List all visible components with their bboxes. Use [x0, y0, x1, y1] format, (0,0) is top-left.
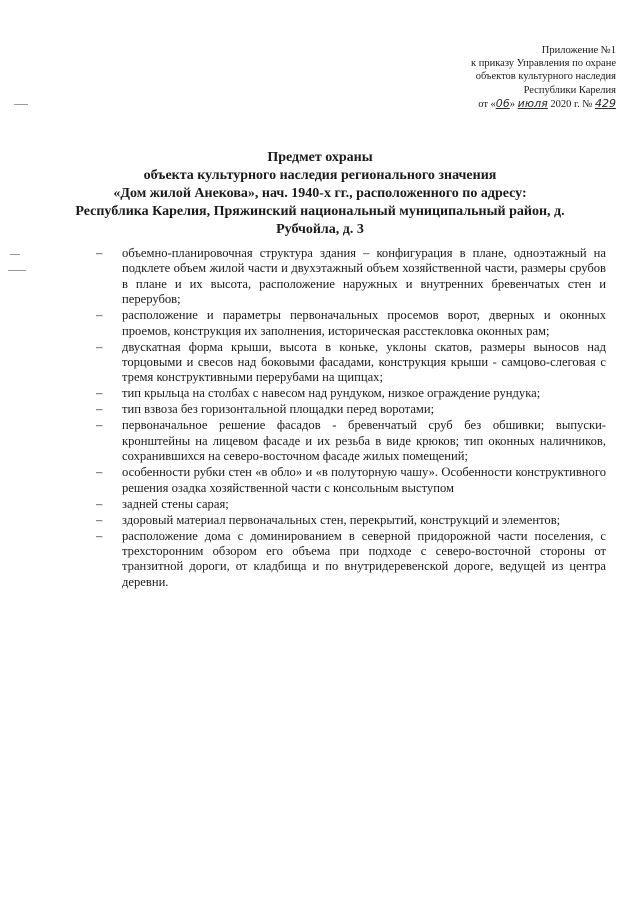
title-line-3: «Дом жилой Анекова», нач. 1940-х гг., расположенного по адресу: [113, 186, 527, 201]
list-item [96, 497, 606, 512]
handwritten-month: июля [517, 96, 548, 110]
title-line-4: Республика Карелия, Пряжинский национальный муниципальный район, д. [75, 204, 565, 219]
list-item-text: тип крыльца на столбах с навесом над рундуком, низкое ограждение рундука; [122, 386, 541, 401]
list-item-text: особенности рубки стен «в обло» и «в полуторную чашу». Особенности конструктивного решения озадка хозяйственной части с консольным выступом [122, 465, 606, 495]
list-item-text: объемно-планировочная структура здания – конфигурация в плане, одноэтажный на подклете объем жилой части и двухэтажный объем хозяйственной части, размеры срубов в плане и их высота, расположение наружных и внутренних бревенчатых стен и перерубов; [122, 246, 606, 307]
list-item [96, 402, 606, 417]
list-item-text: задней стены сарая; [122, 496, 229, 511]
handwritten-day: 06 [495, 96, 510, 110]
bullet-dash: – [96, 386, 103, 401]
list-item-text: тип взвоза без горизонтальной площадки перед воротами; [122, 402, 435, 417]
title-line-1: Предмет охраны [267, 150, 373, 165]
list-item [96, 340, 606, 386]
title-line-5: Рубчойла, д. 3 [276, 222, 364, 237]
list-item-text: расположение дома с доминированием в северной придорожной части поселения, с трехсторонним обзором его объема при подходе с северо-восточной стороны от транзитной дороги, от кладбища и по внутридеревенской дороге, ведущей из центра деревни. [122, 528, 606, 589]
appendix-line-2: к приказу Управления по охране [471, 58, 616, 70]
appendix-date-line [471, 97, 616, 111]
scan-speck [8, 270, 26, 271]
list-item-text: расположение и параметры первоначальных просемов ворот, дверных и оконных проемов, конструкция их заполнения, историческая расстекловка оконных рам; [122, 308, 606, 338]
bullet-dash: – [96, 402, 103, 417]
bullet-dash: – [96, 246, 103, 260]
list-item [96, 465, 606, 496]
list-item [96, 418, 606, 464]
scan-speck [10, 254, 20, 255]
appendix-line-3: объектов культурного наследия [475, 71, 616, 83]
list-item [96, 386, 606, 401]
scan-speck [14, 104, 28, 105]
protection-items-list [96, 246, 606, 591]
list-item [96, 513, 606, 528]
handwritten-number: 429 [595, 96, 616, 110]
bullet-dash: – [96, 496, 103, 511]
list-item [96, 529, 606, 591]
bullet-dash: – [96, 308, 103, 323]
appendix-line-4: Республики Карелия [523, 84, 616, 96]
list-item [96, 308, 606, 339]
bullet-dash: – [96, 418, 103, 433]
bullet-dash: – [96, 339, 103, 354]
document-title [40, 149, 600, 239]
bullet-dash: – [96, 512, 103, 527]
year-text: 2020 г. № [547, 98, 595, 110]
list-item-text: двускатная форма крыши, высота в коньке, уклоны скатов, размеры выносов над торцовыми и свесов над боковыми фасадами, конструкция крыши - самцово-слеговая с тремя конструктивными перерубами на щипцах; [122, 339, 606, 385]
appendix-header [471, 44, 616, 111]
list-item-text: первоначальное решение фасадов - бревенчатый сруб без обшивки; выпуски-кронштейны на лицевом фасаде и их резьба в виде крюков; тип оконных наличников, сохранившихся на северо-восточном фасаде жилых помещений; [122, 418, 606, 464]
list-item-text: здоровый материал первоначальных стен, перекрытий, конструкций и элементов; [122, 512, 561, 527]
date-mid: » [509, 98, 518, 110]
bullet-dash: – [96, 465, 103, 480]
title-line-2: объекта культурного наследия регионального значения [143, 168, 497, 183]
appendix-line-1: Приложение №1 [541, 45, 616, 56]
list-item [96, 246, 606, 308]
bullet-dash: – [96, 528, 103, 543]
date-prefix: от « [478, 98, 496, 110]
